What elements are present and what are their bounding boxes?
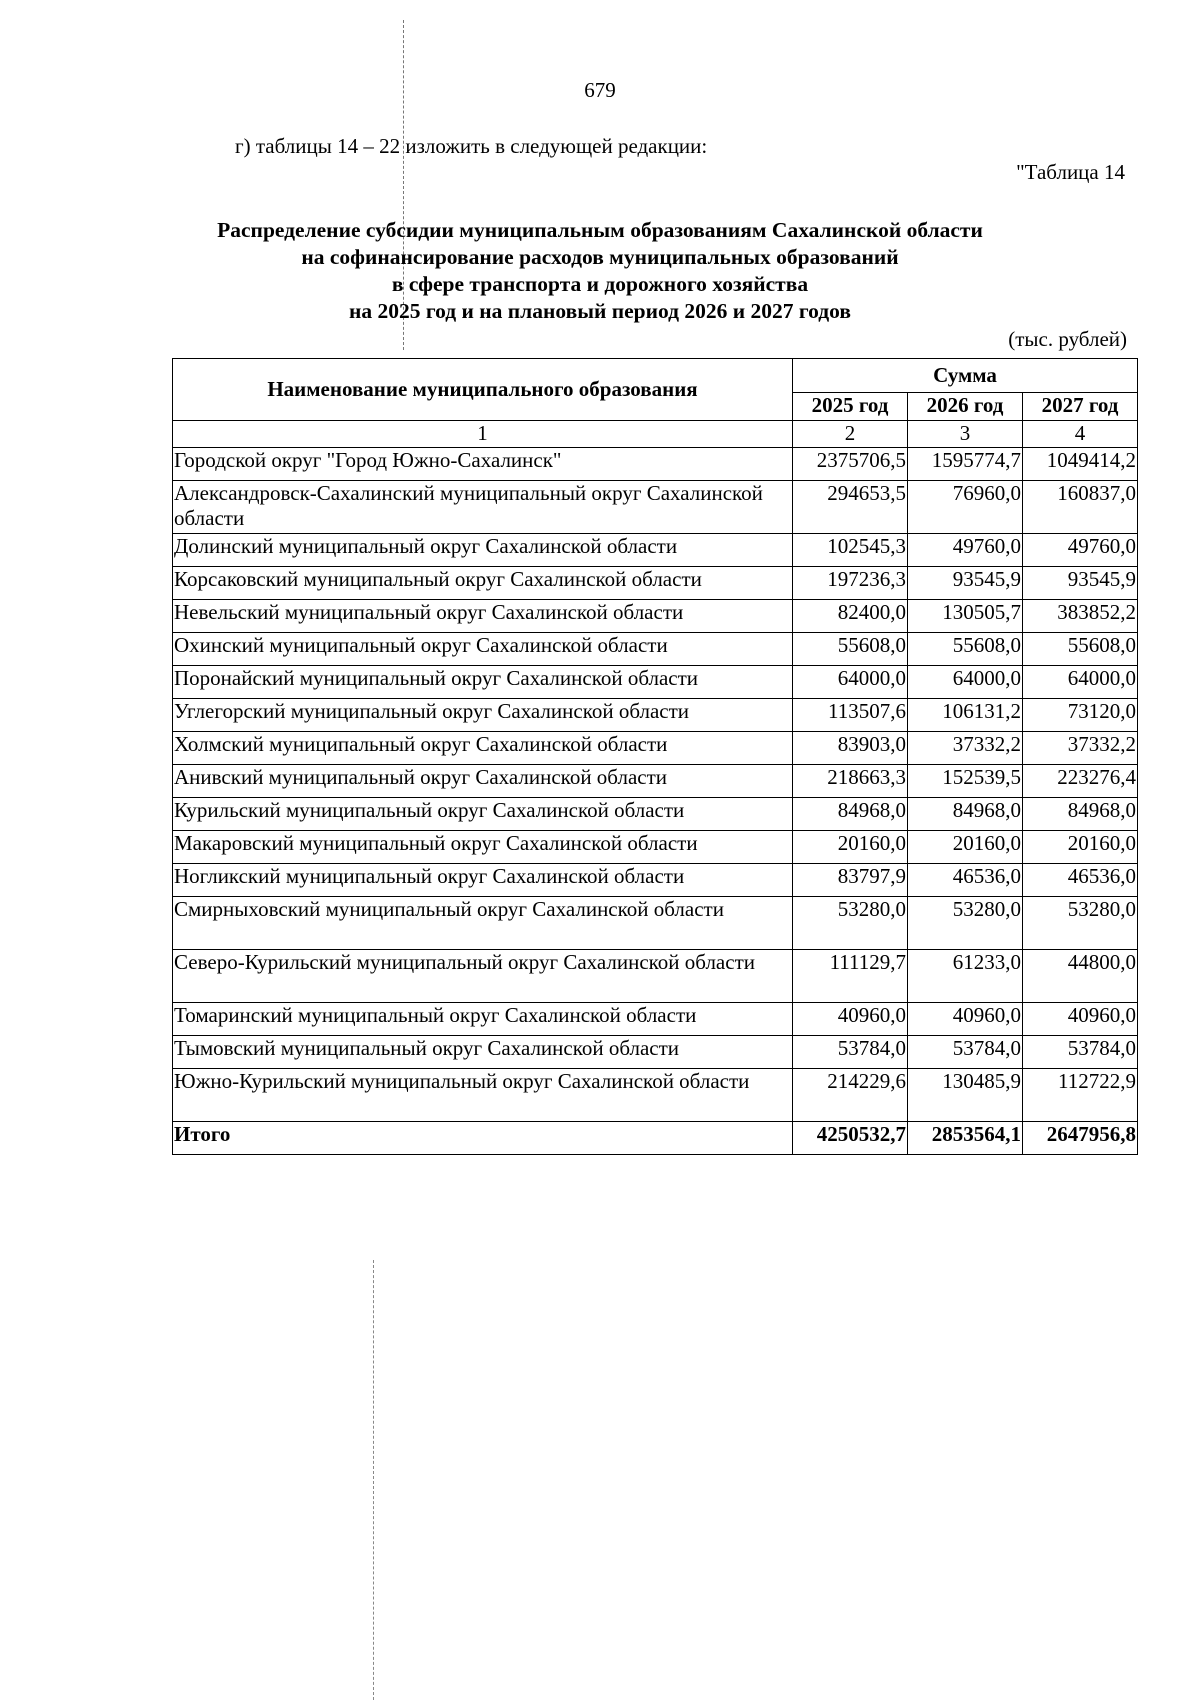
column-number: 2 bbox=[793, 421, 908, 448]
municipality-name: Углегорский муниципальный округ Сахалинской области bbox=[173, 699, 793, 732]
value-2026: 37332,2 bbox=[908, 732, 1023, 765]
table-row bbox=[173, 567, 1138, 600]
table-row bbox=[173, 534, 1138, 567]
column-number: 3 bbox=[908, 421, 1023, 448]
table-row bbox=[173, 1003, 1138, 1036]
value-2027: 44800,0 bbox=[1023, 950, 1138, 1003]
title-line: на софинансирование расходов муниципальных образований bbox=[301, 245, 899, 269]
value-2027: 55608,0 bbox=[1023, 633, 1138, 666]
value-2025: 214229,6 bbox=[793, 1069, 908, 1122]
value-2025: 83797,9 bbox=[793, 864, 908, 897]
value-2027: 53784,0 bbox=[1023, 1036, 1138, 1069]
value-2025: 40960,0 bbox=[793, 1003, 908, 1036]
table-row bbox=[173, 699, 1138, 732]
value-2026: 46536,0 bbox=[908, 864, 1023, 897]
value-2026: 93545,9 bbox=[908, 567, 1023, 600]
municipality-name: Южно-Курильский муниципальный округ Сахалинской области bbox=[173, 1069, 793, 1122]
value-2027: 84968,0 bbox=[1023, 798, 1138, 831]
table-row bbox=[173, 950, 1138, 1003]
value-2026: 76960,0 bbox=[908, 481, 1023, 534]
value-2027: 1049414,2 bbox=[1023, 448, 1138, 481]
value-2027: 93545,9 bbox=[1023, 567, 1138, 600]
municipality-name: Охинский муниципальный округ Сахалинской области bbox=[173, 633, 793, 666]
municipality-name: Макаровский муниципальный округ Сахалинской области bbox=[173, 831, 793, 864]
table-row bbox=[173, 864, 1138, 897]
municipality-name: Анивский муниципальный округ Сахалинской области bbox=[173, 765, 793, 798]
municipality-name: Холмский муниципальный округ Сахалинской области bbox=[173, 732, 793, 765]
total-2026: 2853564,1 bbox=[908, 1122, 1023, 1155]
column-number: 1 bbox=[173, 421, 793, 448]
subsidy-table bbox=[172, 358, 1138, 1155]
table-row bbox=[173, 481, 1138, 534]
value-2025: 82400,0 bbox=[793, 600, 908, 633]
table-row bbox=[173, 448, 1138, 481]
value-2026: 152539,5 bbox=[908, 765, 1023, 798]
value-2025: 84968,0 bbox=[793, 798, 908, 831]
value-2027: 53280,0 bbox=[1023, 897, 1138, 950]
municipality-name: Курильский муниципальный округ Сахалинской области bbox=[173, 798, 793, 831]
value-2026: 49760,0 bbox=[908, 534, 1023, 567]
table-row bbox=[173, 831, 1138, 864]
value-2027: 20160,0 bbox=[1023, 831, 1138, 864]
municipality-name: Долинский муниципальный округ Сахалинской области bbox=[173, 534, 793, 567]
municipality-name: Александровск-Сахалинский муниципальный округ Сахалинской области bbox=[173, 481, 793, 534]
table-row bbox=[173, 897, 1138, 950]
municipality-name: Невельский муниципальный округ Сахалинской области bbox=[173, 600, 793, 633]
units-label: (тыс. рублей) bbox=[1008, 327, 1127, 351]
value-2026: 106131,2 bbox=[908, 699, 1023, 732]
municipality-name: Северо-Курильский муниципальный округ Сахалинской области bbox=[173, 950, 793, 1003]
value-2026: 61233,0 bbox=[908, 950, 1023, 1003]
value-2026: 55608,0 bbox=[908, 633, 1023, 666]
value-2027: 160837,0 bbox=[1023, 481, 1138, 534]
value-2027: 223276,4 bbox=[1023, 765, 1138, 798]
value-2025: 53280,0 bbox=[793, 897, 908, 950]
value-2027: 112722,9 bbox=[1023, 1069, 1138, 1122]
value-2027: 64000,0 bbox=[1023, 666, 1138, 699]
value-2025: 197236,3 bbox=[793, 567, 908, 600]
table-reference: "Таблица 14 bbox=[1016, 160, 1125, 184]
value-2026: 130485,9 bbox=[908, 1069, 1023, 1122]
value-2025: 102545,3 bbox=[793, 534, 908, 567]
scan-fold-line bbox=[373, 1260, 374, 1700]
municipality-name: Тымовский муниципальный округ Сахалинской области bbox=[173, 1036, 793, 1069]
table-row bbox=[173, 765, 1138, 798]
title-line: Распределение субсидии муниципальным образованиям Сахалинской области bbox=[217, 218, 983, 242]
intro-text: г) таблицы 14 – 22 изложить в следующей редакции: bbox=[235, 134, 708, 158]
municipality-name: Городской округ "Город Южно-Сахалинск" bbox=[173, 448, 793, 481]
value-2027: 383852,2 bbox=[1023, 600, 1138, 633]
table-row bbox=[173, 798, 1138, 831]
municipality-name: Ногликский муниципальный округ Сахалинской области bbox=[173, 864, 793, 897]
title-line: в сфере транспорта и дорожного хозяйства bbox=[391, 272, 809, 296]
value-2026: 130505,7 bbox=[908, 600, 1023, 633]
value-2027: 73120,0 bbox=[1023, 699, 1138, 732]
table-row bbox=[173, 1036, 1138, 1069]
title-line: на 2025 год и на плановый период 2026 и 2027 годов bbox=[349, 299, 851, 323]
table-row bbox=[173, 1069, 1138, 1122]
value-2026: 64000,0 bbox=[908, 666, 1023, 699]
value-2025: 294653,5 bbox=[793, 481, 908, 534]
value-2027: 37332,2 bbox=[1023, 732, 1138, 765]
column-number: 4 bbox=[1023, 421, 1138, 448]
value-2026: 53784,0 bbox=[908, 1036, 1023, 1069]
value-2026: 20160,0 bbox=[908, 831, 1023, 864]
municipality-name: Поронайский муниципальный округ Сахалинской области bbox=[173, 666, 793, 699]
value-2026: 1595774,7 bbox=[908, 448, 1023, 481]
header-year: 2025 год bbox=[793, 393, 908, 421]
municipality-name: Томаринский муниципальный округ Сахалинской области bbox=[173, 1003, 793, 1036]
table-row bbox=[173, 633, 1138, 666]
value-2027: 40960,0 bbox=[1023, 1003, 1138, 1036]
value-2025: 53784,0 bbox=[793, 1036, 908, 1069]
value-2027: 49760,0 bbox=[1023, 534, 1138, 567]
municipality-name: Смирныховский муниципальный округ Сахалинской области bbox=[173, 897, 793, 950]
total-2027: 2647956,8 bbox=[1023, 1122, 1138, 1155]
header-sum: Сумма bbox=[793, 359, 1138, 393]
value-2025: 83903,0 bbox=[793, 732, 908, 765]
total-label: Итого bbox=[173, 1122, 793, 1155]
value-2025: 64000,0 bbox=[793, 666, 908, 699]
value-2027: 46536,0 bbox=[1023, 864, 1138, 897]
header-year: 2026 год bbox=[908, 393, 1023, 421]
document-title bbox=[0, 217, 1200, 325]
total-2025: 4250532,7 bbox=[793, 1122, 908, 1155]
value-2025: 111129,7 bbox=[793, 950, 908, 1003]
value-2026: 40960,0 bbox=[908, 1003, 1023, 1036]
header-name: Наименование муниципального образования bbox=[173, 359, 793, 421]
value-2025: 55608,0 bbox=[793, 633, 908, 666]
table-row bbox=[173, 666, 1138, 699]
value-2025: 113507,6 bbox=[793, 699, 908, 732]
value-2025: 218663,3 bbox=[793, 765, 908, 798]
value-2025: 2375706,5 bbox=[793, 448, 908, 481]
table-row bbox=[173, 600, 1138, 633]
value-2026: 53280,0 bbox=[908, 897, 1023, 950]
table-row bbox=[173, 732, 1138, 765]
value-2026: 84968,0 bbox=[908, 798, 1023, 831]
page-number: 679 bbox=[584, 78, 616, 102]
total-row bbox=[173, 1122, 1138, 1155]
value-2025: 20160,0 bbox=[793, 831, 908, 864]
header-year: 2027 год bbox=[1023, 393, 1138, 421]
municipality-name: Корсаковский муниципальный округ Сахалинской области bbox=[173, 567, 793, 600]
